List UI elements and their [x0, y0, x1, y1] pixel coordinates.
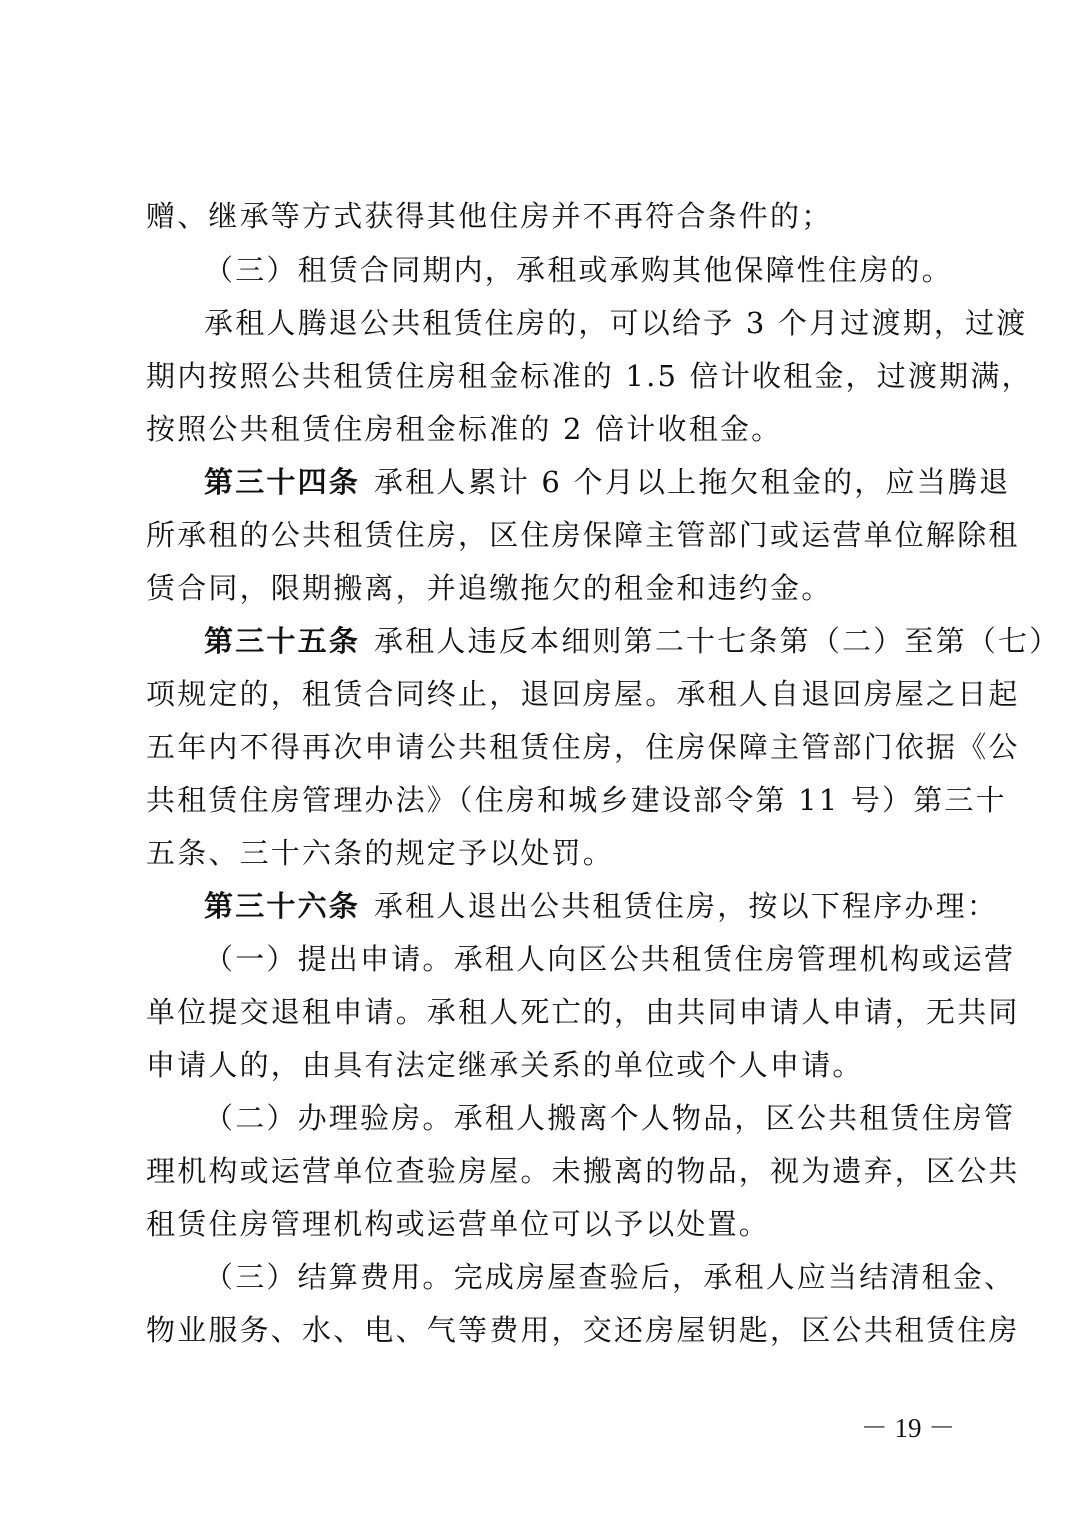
article-heading: 第三十四条	[204, 465, 361, 499]
text-line: 所承租的公共租赁住房，区住房保障主管部门或运营单位解除租	[146, 518, 1020, 552]
text-line: 按照公共租赁住房租金标准的 2 倍计收租金。	[146, 412, 783, 446]
text-line: 单位提交退租申请。承租人死亡的，由共同申请人申请，无共同	[146, 995, 1020, 1029]
text-line: 物业服务、水、电、气等费用，交还房屋钥匙，区公共租赁住房	[146, 1313, 1020, 1347]
article-heading: 第三十五条	[204, 624, 361, 658]
text-line: 项规定的，租赁合同终止，退回房屋。承租人自退回房屋之日起	[146, 677, 1020, 711]
text-segment: 承租人累计 6 个月以上拖欠租金的，应当腾退	[374, 465, 1011, 499]
article-heading: 第三十六条	[204, 889, 361, 923]
text-segment: 承租人违反本细则第二十七条第（二）至第（七）	[374, 624, 1061, 658]
text-line: 共租赁住房管理办法》（住房和城乡建设部令第 11 号）第三十	[146, 783, 1007, 817]
article-36-first-line	[204, 886, 999, 926]
text-line: 理机构或运营单位查验房屋。未搬离的物品，视为遗弃，区公共	[146, 1154, 1020, 1188]
text-line: 承租人腾退公共租赁住房的，可以给予 3 个月过渡期，过渡	[204, 306, 1028, 340]
text-line: 租赁住房管理机构或运营单位可以予以处置。	[146, 1207, 771, 1241]
page-number: － 19 －	[860, 1413, 956, 1443]
text-line: 赁合同，限期搬离，并追缴拖欠的租金和违约金。	[146, 571, 833, 605]
text-line: 赠、继承等方式获得其他住房并不再符合条件的；	[146, 199, 833, 233]
text-line: （三）租赁合同期内，承租或承购其他保障性住房的。	[204, 253, 953, 287]
text-line: （三）结算费用。完成房屋查验后，承租人应当结清租金、	[204, 1260, 1016, 1294]
text-line: 五条、三十六条的规定予以处罚。	[146, 836, 615, 870]
text-line: 期内按照公共租赁住房租金标准的 1.5 倍计收租金，过渡期满，	[146, 359, 1033, 393]
article-34-first-line	[204, 462, 1011, 502]
text-segment: 承租人退出公共租赁住房，按以下程序办理：	[374, 889, 999, 923]
text-line: 五年内不得再次申请公共租赁住房，住房保障主管部门依据《公	[146, 730, 1020, 764]
text-line: （一）提出申请。承租人向区公共租赁住房管理机构或运营	[204, 942, 1016, 976]
text-line: （二）办理验房。承租人搬离个人物品，区公共租赁住房管	[204, 1101, 1016, 1135]
text-line: 申请人的，由具有法定继承关系的单位或个人申请。	[146, 1048, 864, 1082]
article-35-first-line	[204, 621, 1061, 661]
